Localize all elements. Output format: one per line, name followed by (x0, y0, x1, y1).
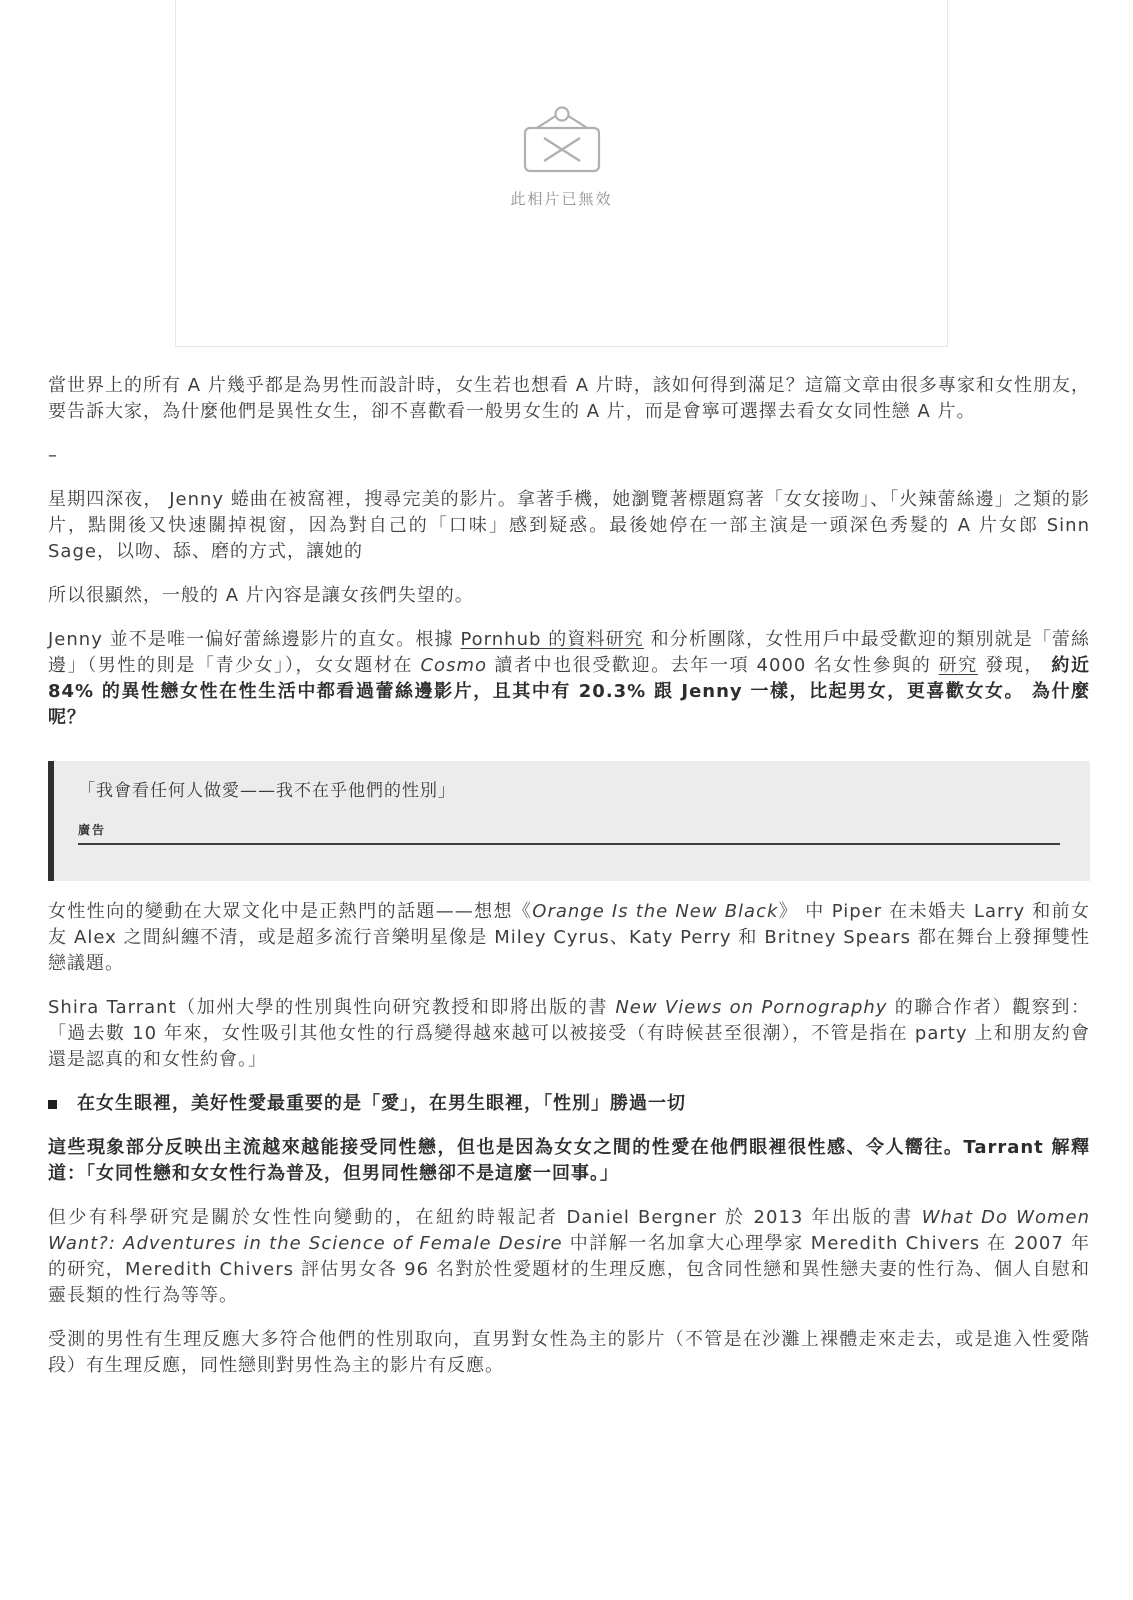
paragraph-jenny-story (48, 487, 1090, 565)
paragraph-obvious (48, 583, 1090, 609)
paragraph-separator-dash (48, 443, 1090, 469)
text-run: 女性性向的變動在大眾文化中是正熱門的話題——想想《 (48, 901, 533, 922)
paragraph-bergner-study (48, 1205, 1090, 1309)
pull-quote (48, 761, 1090, 881)
paragraph-male-response (48, 1327, 1090, 1379)
text-run: 的聯合作者）觀察到：「過去數 10 年來，女性吸引其他女性的行爲變得越來越可以被接受（有時候甚至很潮），不管是指在 party 上和朋友約會還是認真的和女性約會。」 (48, 997, 1090, 1070)
paragraph-mainstream-bold (48, 1135, 1090, 1187)
text-run: Jenny 並不是唯一偏好蕾絲邊影片的直女。根據 (48, 629, 461, 650)
text-run: 發現， (977, 655, 1052, 676)
survey-link[interactable]: 研究 (938, 655, 978, 676)
text-run: 中詳解一名加拿大心理學家 Meredith Chivers 在 2007 年的研究，Meredith Chivers 評估男女各 96 名對於性愛題材的生理反應，包含同性戀和異性戀夫妻的性行為、個人自慰和靈長類的性行為等等。 (48, 1233, 1090, 1306)
ad-strip (78, 819, 1060, 845)
text-run: Shira Tarrant（加州大學的性別與性向研究教授和即將出版的書 (48, 997, 616, 1018)
oitnb-title: Orange Is the New Black (532, 901, 779, 922)
text-run: 讀者中也很受歡迎。去年一項 4000 名女性參與的 (487, 655, 939, 676)
text-run: 所以很顯然，一般的 A 片內容是讓女孩們失望的。 (48, 585, 474, 606)
paragraph-tarrant (48, 995, 1090, 1073)
broken-photo-icon (518, 106, 606, 176)
book-title-what-do-women-want: What Do Women Want?: Adventures in the Science of Female Desire (48, 1207, 1091, 1254)
dash-text: – (48, 445, 58, 466)
text-run: 星期四深夜， Jenny 蜷曲在被窩裡，搜尋完美的影片。拿著手機，她瀏覽著標題寫著「女女接吻」、「火辣蕾絲邊」之類的影片，點開後又快速關掉視窗，因為對自己的「口味」感到疑惑。最後她停在一部主演是一頭深色秀髮的 A 片女郎 Sinn Sage，以吻、舔、磨的方式，讓她的 (48, 489, 1090, 562)
broken-image-caption: 此相片已無效 (510, 190, 613, 208)
bold-text-run: 這些現象部分反映出主流越來越能接受同性戀，但也是因為女女之間的性愛在他們眼裡很性感、令人嚮往。Tarrant 解釋道：「女同性戀和女女性行為普及，但男同性戀卻不是這麼一回事。」 (48, 1137, 1090, 1184)
stats-highlight: 約近 84% 的異性戀女性在性生活中都看過蕾絲邊影片，且其中有 20.3% 跟 Jenny 一樣，比起男女，更喜歡女女。 為什麼呢？ (48, 655, 1090, 728)
paragraph-stats (48, 627, 1090, 731)
pornhub-research-link[interactable]: Pornhub 的資料研究 (460, 629, 644, 650)
quote-text: 「我會看任何人做愛——我不在乎他們的性別」 (78, 781, 456, 801)
broken-image-placeholder (175, 0, 948, 347)
ad-label: 廣告 (78, 823, 107, 837)
text-run: 》 中 Piper 在未婚夫 Larry 和前女友 Alex 之間糾纏不清，或是超多流行音樂明星像是 Miley Cyrus、Katy Perry 和 Britney Spears 都在舞台上發揮雙性戀議題。 (48, 901, 1090, 974)
paragraph-intro (48, 373, 1090, 425)
text-run: 當世界上的所有 A 片幾乎都是為男性而設計時，女生若也想看 A 片時，該如何得到滿足？這篇文章由很多專家和女性朋友，要告訴大家，為什麼他們是異性女生，卻不喜歡看一般男女生的 A 片，而是會寧可選擇去看女女同性戀 A 片。 (48, 375, 1090, 422)
bullet-text: 在女生眼裡，美好性愛最重要的是「愛」，在男生眼裡，「性別」勝過一切 (77, 1093, 686, 1114)
text-run: 但少有科學研究是關於女性性向變動的，在紐約時報記者 Daniel Bergner 於 2013 年出版的書 (48, 1207, 922, 1228)
cosmo-title: Cosmo (420, 655, 487, 676)
list-item-love-vs-gender (48, 1091, 1090, 1117)
book-title-new-views: New Views on Pornography (615, 997, 888, 1018)
paragraph-pop-culture (48, 899, 1090, 977)
bullet-icon (48, 1100, 57, 1109)
text-run: 和分析團隊，女性用戶中最受歡迎的類別就是「蕾絲邊」（男性的則是「青少女」），女女題材在 (48, 629, 1090, 676)
text-run: 受測的男性有生理反應大多符合他們的性別取向，直男對女性為主的影片（不管是在沙灘上裸體走來走去，或是進入性愛階段）有生理反應，同性戀則對男性為主的影片有反應。 (48, 1329, 1090, 1376)
